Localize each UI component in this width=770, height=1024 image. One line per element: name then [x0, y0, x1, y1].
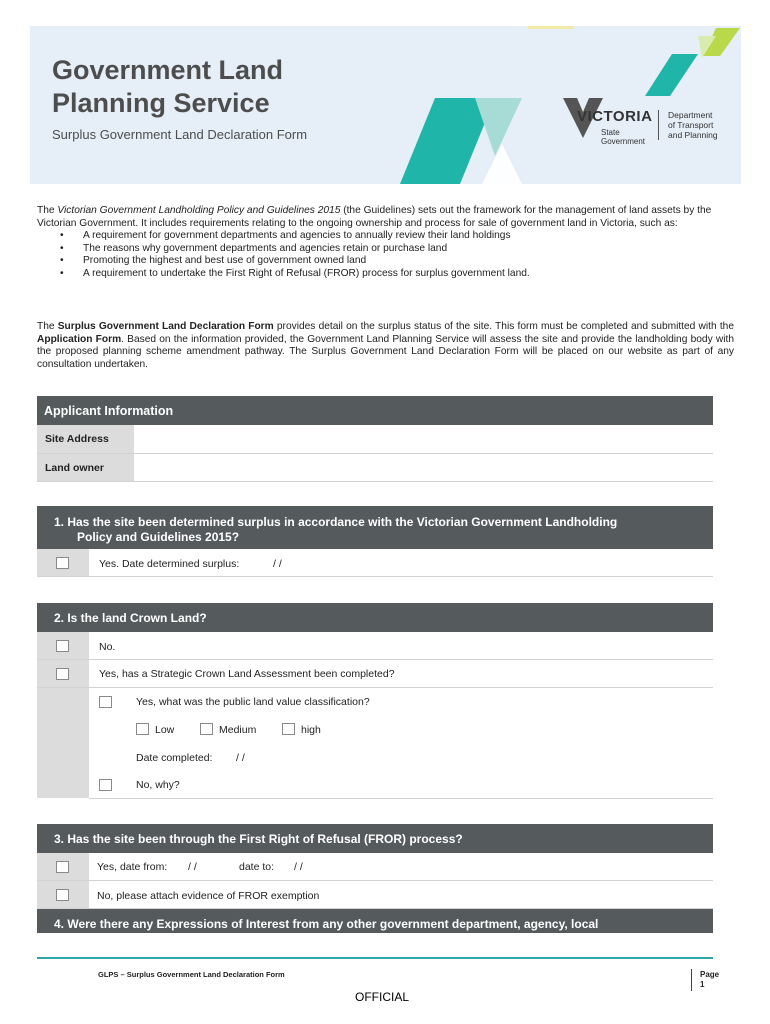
site-address-label: Site Address [45, 433, 109, 445]
description-paragraph: The Surplus Government Land Declaration Form provides detail on the surplus status of the site. This form must be completed and submitted with the Application Form. Based on the information provided, the Government Land Planning Service will assess the site and provide the landholding body with the proposed planning scheme amendment pathway. The Surplus Government Land Declaration Form will be placed on our website as part of any consultation undertaken. [37, 321, 735, 370]
q3-yes-row: Yes, date from: / / date to: / / [37, 853, 713, 881]
q1-yes-row: Yes. Date determined surplus: / / [37, 549, 713, 577]
list-item: • A requirement for government departments and agencies to annually review their land holdings [60, 230, 734, 243]
victoria-logo [563, 98, 741, 158]
landowner-row [37, 454, 713, 482]
logo-state: State Government [601, 128, 646, 146]
list-item: • The reasons why government departments and agencies retain or purchase land [60, 243, 734, 256]
q1-yes-checkbox[interactable] [56, 557, 69, 569]
q2-yes-checkbox[interactable] [56, 668, 69, 680]
requirements-list [60, 230, 734, 280]
applicant-section-header: Applicant Information [37, 396, 713, 425]
question-4-header: 4. Were there any Expressions of Interest from any other government department, agency, local [37, 909, 713, 933]
footer-divider [691, 969, 692, 991]
question-1-header: 1. Has the site been determined surplus in accordance with the Victorian Government Landholding Policy and Guidelines 2015? [37, 506, 713, 549]
page-title [52, 54, 372, 120]
q3-no-row: No, please attach evidence of FROR exemption [37, 881, 713, 909]
page-subtitle: Surplus Government Land Declaration Form [52, 127, 308, 142]
landowner-field[interactable] [134, 454, 713, 481]
logo-brand: VICTORIA [577, 108, 653, 125]
q2-classification-row: Low Medium high [89, 716, 713, 744]
medium-checkbox[interactable] [200, 723, 213, 735]
question-2-header: 2. Is the land Crown Land? [37, 603, 713, 632]
q2-no-why-row: No, why? [89, 771, 713, 799]
list-item: • Promoting the highest and best use of government owned land [60, 255, 734, 268]
q2-yes-sub-row: Yes, what was the public land value classification? [89, 688, 713, 716]
q2-no-why-checkbox[interactable] [99, 779, 112, 791]
title-line-2: Planning Service [52, 88, 270, 118]
q2-date-row: Date completed: / / [136, 752, 245, 764]
question-3-header: 3. Has the site been through the First Right of Refusal (FROR) process? [37, 824, 713, 853]
site-address-field[interactable] [134, 425, 713, 453]
q2-no-row: No. [37, 632, 713, 660]
teal-shape-top [645, 54, 698, 96]
low-checkbox[interactable] [136, 723, 149, 735]
list-item: • A requirement to undertake the First Right of Refusal (FROR) process for surplus government land. [60, 268, 734, 281]
site-address-row [37, 425, 713, 454]
intro-paragraph: The Victorian Government Landholding Policy and Guidelines 2015 (the Guidelines) sets out the framework for the management of land assets by the Victorian Government. It includes requirements relating to the ongoing ownership and process for sale of government land in Victoria, such as: • A requirement for government departments and agencies to annually review their land holdings • The reasons why government departments and agencies retain or purchase land • Promoting the highest and best use of government owned land • A requirement to undertake the First Right of Refusal (FROR) process for surplus government land. [37, 205, 734, 281]
policy-name: Victorian Government Landholding Policy and Guidelines 2015 [57, 205, 341, 216]
high-checkbox[interactable] [282, 723, 295, 735]
q3-yes-checkbox[interactable] [56, 861, 69, 873]
q2-indent-shade [37, 688, 89, 798]
landowner-label: Land owner [45, 462, 104, 474]
q3-no-checkbox[interactable] [56, 889, 69, 901]
footer-rule [37, 957, 713, 959]
white-shape [482, 144, 522, 184]
page-number: Page 1 [700, 970, 720, 989]
q2-yes-sub-checkbox[interactable] [99, 696, 112, 708]
yellow-accent [528, 26, 574, 29]
q2-yes-row: Yes, has a Strategic Crown Land Assessment been completed? [37, 660, 713, 688]
footer-doc-title: GLPS – Surplus Government Land Declaration Form [98, 970, 285, 979]
q2-no-checkbox[interactable] [56, 640, 69, 652]
logo-divider [658, 110, 659, 140]
logo-department: Department of Transport and Planning [668, 110, 718, 140]
classification-label: OFFICIAL [355, 990, 410, 1004]
title-line-1: Government Land [52, 55, 284, 85]
header-banner [30, 26, 741, 184]
